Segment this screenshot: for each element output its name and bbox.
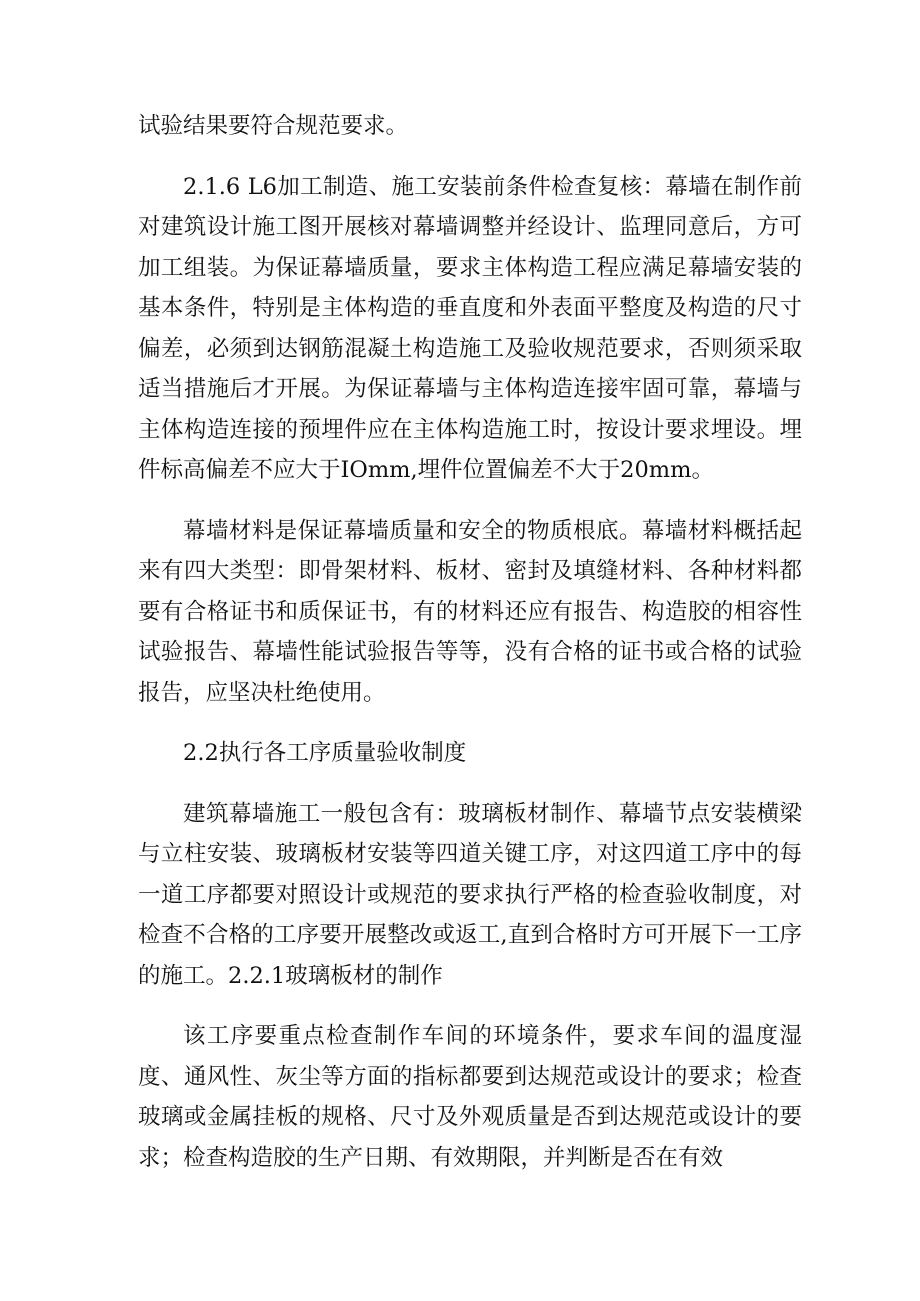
section-heading-2-2: 2.2执行各工序质量验收制度 xyxy=(183,740,467,766)
document-body xyxy=(138,106,802,1198)
paragraph-workshop-inspection: 该工序要重点检查制作车间的环境条件，要求车间的温度湿度、通风性、灰尘等方面的指标都要到达规范或设计的要求；检查玻璃或金属挂板的规格、尺寸及外观质量是否到达规范或设计的要求；检查构造胶的生产日期、有效期限，并判断是否在有效 xyxy=(138,1023,802,1171)
paragraph-curtain-wall-materials: 幕墙材料是保证幕墙质量和安全的物质根底。幕墙材料概括起来有四大类型：即骨架材料、板材、密封及填缝材料、各种材料都要有合格证书和质保证书，有的材料还应有报告、构造胶的相容性试验报告、幕墙性能试验报告等等，没有合格的证书或合格的试验报告，应坚决杜绝使用。 xyxy=(138,517,802,706)
paragraph-section-2-1-6: 2.1.6 L6加工制造、施工安装前条件检查复核：幕墙在制作前对建筑设计施工图开展核对幕墙调整并经设计、监理同意后，方可加工组装。为保证幕墙质量，要求主体构造工程应满足幕墙安装的基本条件，特别是主体构造的垂直度和外表面平整度及构造的尺寸偏差，必须到达钢筋混凝土构造施工及验收规范要求，否则须采取适当措施后才开展。为保证幕墙与主体构造连接牢固可靠，幕墙与主体构造连接的预埋件应在主体构造施工时，按设计要求埋设。埋件标高偏差不应大于IOmm,埋件位置偏差不大于20mm。 xyxy=(138,173,802,483)
paragraph-continuation: 试验结果要符合规范要求。 xyxy=(138,113,409,139)
paragraph-construction-processes: 建筑幕墙施工一般包含有：玻璃板材制作、幕墙节点安装横梁与立柱安装、玻璃板材安装等四道关键工序，对这四道工序中的每一道工序都要对照设计或规范的要求执行严格的检查验收制度，对检查不合格的工序要开展整改或返工,直到合格时方可开展下一工序的施工。2.2.1玻璃板材的制作 xyxy=(138,800,802,989)
